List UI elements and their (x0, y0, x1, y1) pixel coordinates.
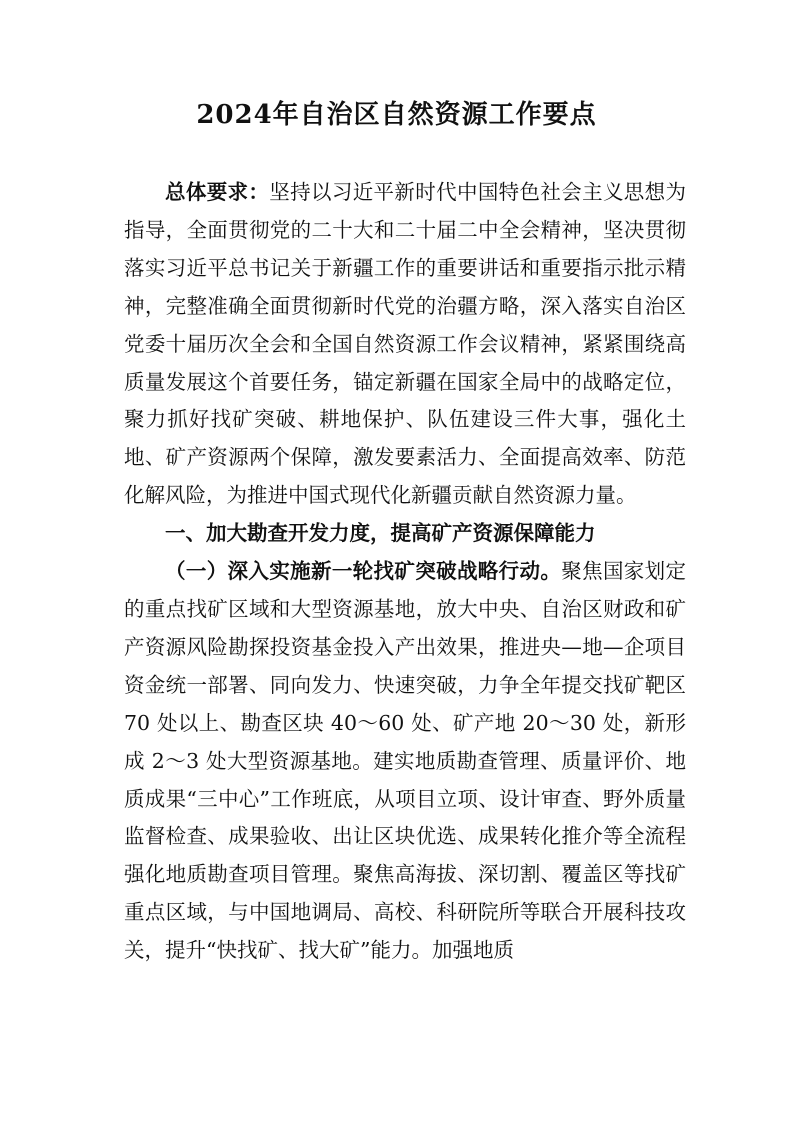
overall-requirements-lead: 总体要求： (165, 180, 270, 204)
section-item-text: 聚焦国家划定的重点找矿区域和大型资源基地，放大中央、自治区财政和矿产资源风险勘探投资基金投入产出效果，推进央—地—企项目资金统一部署、同向发力、快速突破，力争全年提交找矿靶区 70 处以上、勘查区块 40～60 处、矿产地 20～30 处，新形成 2～3 处大型资源基地。建实地质勘查管理、质量评价、地质成果“三中心”工作班底，从项目立项、设计审查、野外质量监督检查、成果验收、出让区块优选、成果转化推介等全流程强化地质勘查项目管理。聚焦高海拔、深切割、覆盖区等找矿重点区域，与中国地调局、高校、科研院所等联合开展科技攻关，提升“快找矿、找大矿”能力。加强地质 (124, 559, 687, 963)
section-item-paragraph (124, 553, 686, 970)
section-item-lead: （一）深入实施新一轮找矿突破战略行动。 (165, 559, 562, 584)
overall-requirements-paragraph (124, 174, 686, 515)
section-heading: 一、加大勘查开发力度，提高矿产资源保障能力 (165, 521, 596, 546)
overall-requirements-text: 坚持以习近平新时代中国特色社会主义思想为指导，全面贯彻党的二十大和二十届二中全会精神，坚决贯彻落实习近平总书记关于新疆工作的重要讲话和重要指示批示精神，完整准确全面贯彻新时代党的治疆方略，深入落实自治区党委十届历次全会和全国自然资源工作会议精神，紧紧围绕高质量发展这个首要任务，锚定新疆在国家全局中的战略定位，聚力抓好找矿突破、耕地保护、队伍建设三件大事，强化土地、矿产资源两个保障，激发要素活力、全面提高效率、防范化解风险，为推进中国式现代化新疆贡献自然资源力量。 (124, 180, 687, 508)
document-title: 2024年自治区自然资源工作要点 (196, 100, 597, 130)
document-body (124, 174, 686, 970)
